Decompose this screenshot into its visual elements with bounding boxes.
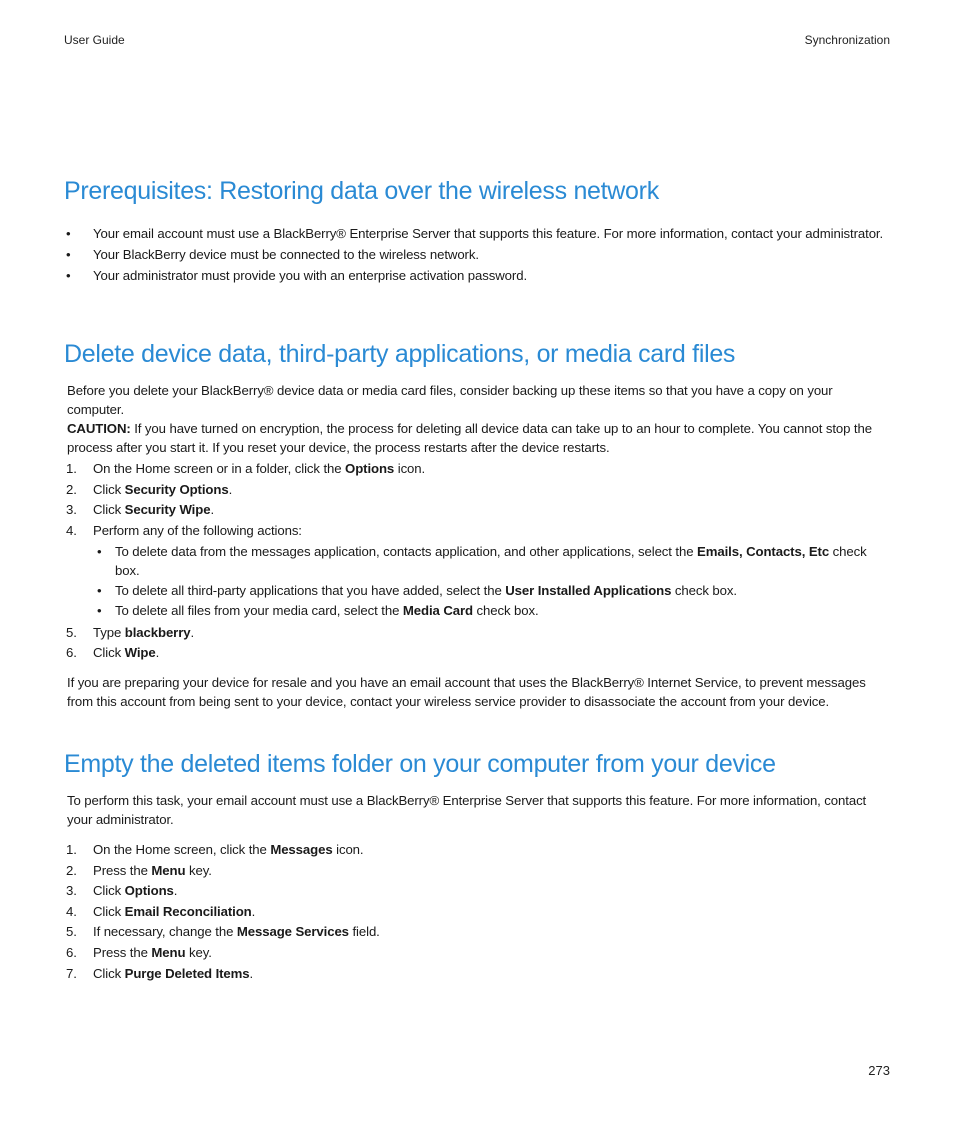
list-item: • To delete data from the messages application, contacts application, and other applications, select the Emails, Contacts, Etc check box. <box>93 542 892 580</box>
list-item: • To delete all third-party applications that you have added, select the User Installed Applications check box. <box>93 581 892 600</box>
resale-note: If you are preparing your device for resale and you have an email account that uses the BlackBerry® Internet Service, to prevent messages from this account from being sent to your device, contact your wireless service provider to disassociate the account from your device. <box>67 675 866 710</box>
list-item: • Your email account must use a BlackBerry® Enterprise Server that supports this feature. For more information, contact your administrator. <box>64 224 892 243</box>
list-item: 1. On the Home screen or in a folder, click the Options icon. <box>66 461 426 476</box>
caution-text: If you have turned on encryption, the process for deleting all device data can take up to an hour to complete. You cannot stop the process after you start it. If you reset your device, the process restarts after the device restarts. <box>67 421 872 455</box>
list-item: • Your administrator must provide you with an enterprise activation password. <box>64 266 892 285</box>
list-item: • Your BlackBerry device must be connected to the wireless network. <box>64 245 892 264</box>
list-item: 6. Press the Menu key. <box>66 944 212 960</box>
list-item: 4. Perform any of the following actions: • To delete data from the messages application, contacts application, and other applications, select the Emails, Contacts, Etc check box. • To delete all third-party applications that you have added, select the User Installed Applications check box. • To delete all files from your media card, select the Media Card check box. <box>64 521 892 620</box>
list-item: 5. Type blackberry. <box>66 624 195 640</box>
purge-steps-list <box>64 840 892 983</box>
caution-paragraph <box>67 419 892 457</box>
list-item: • To delete all files from your media card, select the Media Card check box. <box>93 601 892 620</box>
section-title: Empty the deleted items folder on your computer from your device <box>64 750 776 778</box>
section-title: Prerequisites: Restoring data over the wireless network <box>64 177 659 205</box>
intro-paragraph: Before you delete your BlackBerry® device data or media card files, consider backing up these items so that you have a copy on your computer. <box>67 383 833 417</box>
section-empty-deleted-items <box>64 749 892 984</box>
section-prerequisites <box>64 176 892 287</box>
list-item: 1. On the Home screen, click the Messages icon. <box>66 842 364 857</box>
running-header-right: Synchronization <box>804 33 890 47</box>
list-item: 3. Click Security Wipe. <box>66 502 215 518</box>
list-item: 2. Press the Menu key. <box>66 862 212 878</box>
list-item: 4. Click Email Reconciliation. <box>66 903 256 919</box>
prerequisites-list <box>64 224 892 285</box>
list-item: 3. Click Options. <box>66 883 178 899</box>
actions-sublist <box>93 542 892 620</box>
list-item: 2. Click Security Options. <box>66 481 233 497</box>
page-number: 273 <box>868 1063 890 1078</box>
section-delete-device-data <box>64 339 892 711</box>
list-item: 7. Click Purge Deleted Items. <box>66 965 254 981</box>
list-item: 6. Click Wipe. <box>66 645 160 661</box>
caution-label: CAUTION: <box>67 421 131 436</box>
running-header-left: User Guide <box>64 33 125 47</box>
list-item: 5. If necessary, change the Message Services field. <box>66 924 380 940</box>
section-title: Delete device data, third-party applications, or media card files <box>64 340 736 368</box>
delete-steps-list <box>64 459 892 662</box>
intro-paragraph: To perform this task, your email account must use a BlackBerry® Enterprise Server that supports this feature. For more information, contact your administrator. <box>67 793 867 827</box>
